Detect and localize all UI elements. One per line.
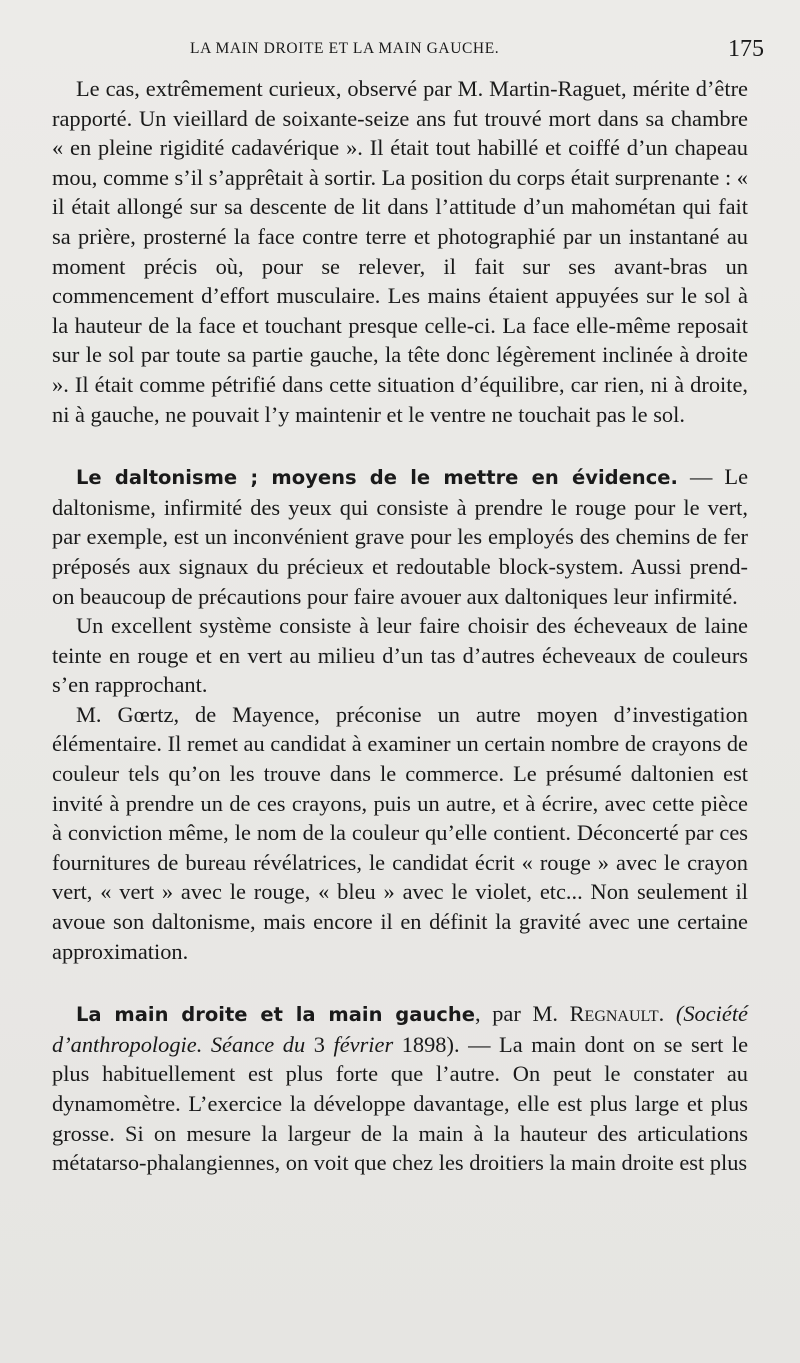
paragraph-goertz: M. Gœrtz, de Mayence, préconise un autre moyen d’investigation élémentaire. Il remet au candidat à examiner un certain nombre de crayons de couleur tels qu’on les trouve dans le commerce. Le présumé daltonien est invité à prendre un de ces crayons, puis un autre, et à écrire, avec cette pièce à conviction même, le nom de la couleur qu’elle contient. Déconcerté par ces fournitures de bureau révélatrices, le candidat écrit « rouge » avec le crayon vert, « vert » avec le rouge, « bleu » avec le violet, etc... Non seulement il avoue son daltonisme, mais encore il en définit la gravité avec une certaine approximation. bbox=[52, 701, 748, 964]
paragraph-echeveaux: Un excellent système consiste à leur faire choisir des écheveaux de laine teinte en rouge et en vert au milieu d’un tas d’autres écheveaux de couleurs s’en rapprochant. bbox=[52, 613, 748, 698]
page-body bbox=[52, 74, 748, 1178]
daltonisme-text: — Le daltonisme, infirmité des yeux qui consiste à prendre le rouge pour le vert, par exemple, est un inconvénient grave pour les employés des chemins de fer préposés aux signaux du précieux et redoutable block-system. Aussi prend-on beaucoup de précautions pour faire avouer aux daltoniques leur infirmité. bbox=[52, 464, 749, 609]
paragraph-main-droite bbox=[52, 999, 748, 1178]
page-number: 175 bbox=[728, 36, 764, 62]
main-text: — La main dont on se sert le plus habituellement est plus forte que l’autre. On peut le constater au dynamomètre. L’exercice la développe davantage, elle est plus large et plus grosse. Si on mesure la largeur de la main à la hauteur des articulations métatarso-phalangiennes, on voit que chez les droitiers la main droite est plus bbox=[52, 1031, 749, 1176]
author-name: Regnault. bbox=[569, 1001, 665, 1027]
running-title: LA MAIN DROITE ET LA MAIN GAUCHE. bbox=[190, 40, 500, 57]
section-title-main: La main droite et la main gauche bbox=[76, 1003, 475, 1027]
paragraph-case-report: Le cas, extrêmement curieux, observé par M. Martin-Raguet, mérite d’être rapporté. Un vieillard de soixante-seize ans fut trouvé mort dans sa chambre « en pleine rigidité cadavérique ». Il était tout habillé et coiffé d’un chapeau mou, comme s’il s’apprêtait à sortir. La position du corps était surprenante : « il était allongé sur sa descente de lit dans l’attitude d’un mahométan qui fait sa prière, prosterné la face contre terre et photographié par un instantané au moment précis où, pour se relever, il fait sur ses avant-bras un commencement d’effort musculaire. Les mains étaient appuyées sur le sol à la hauteur de la face et touchant presque celle-ci. La face elle-même reposait sur le sol par toute sa partie gauche, la tête donc légèrement inclinée à droite ». Il était comme pétrifié dans cette situation d’équilibre, car rien, ni à droite, ni à gauche, ne pouvait l’y maintenir et le ventre ne touchait pas le sol. bbox=[52, 76, 748, 427]
main-by: , par M. bbox=[474, 1001, 570, 1027]
date-month: février bbox=[333, 1031, 394, 1057]
date-year: 1898). bbox=[393, 1031, 460, 1057]
date-day: 3 bbox=[305, 1031, 334, 1057]
source-citation: (Société d’anthropologie. Séance du bbox=[52, 1001, 748, 1057]
paragraph-daltonisme bbox=[52, 462, 748, 611]
page-header bbox=[52, 36, 770, 66]
section-title-daltonisme: Le daltonisme ; moyens de le mettre en évidence. bbox=[76, 466, 678, 490]
